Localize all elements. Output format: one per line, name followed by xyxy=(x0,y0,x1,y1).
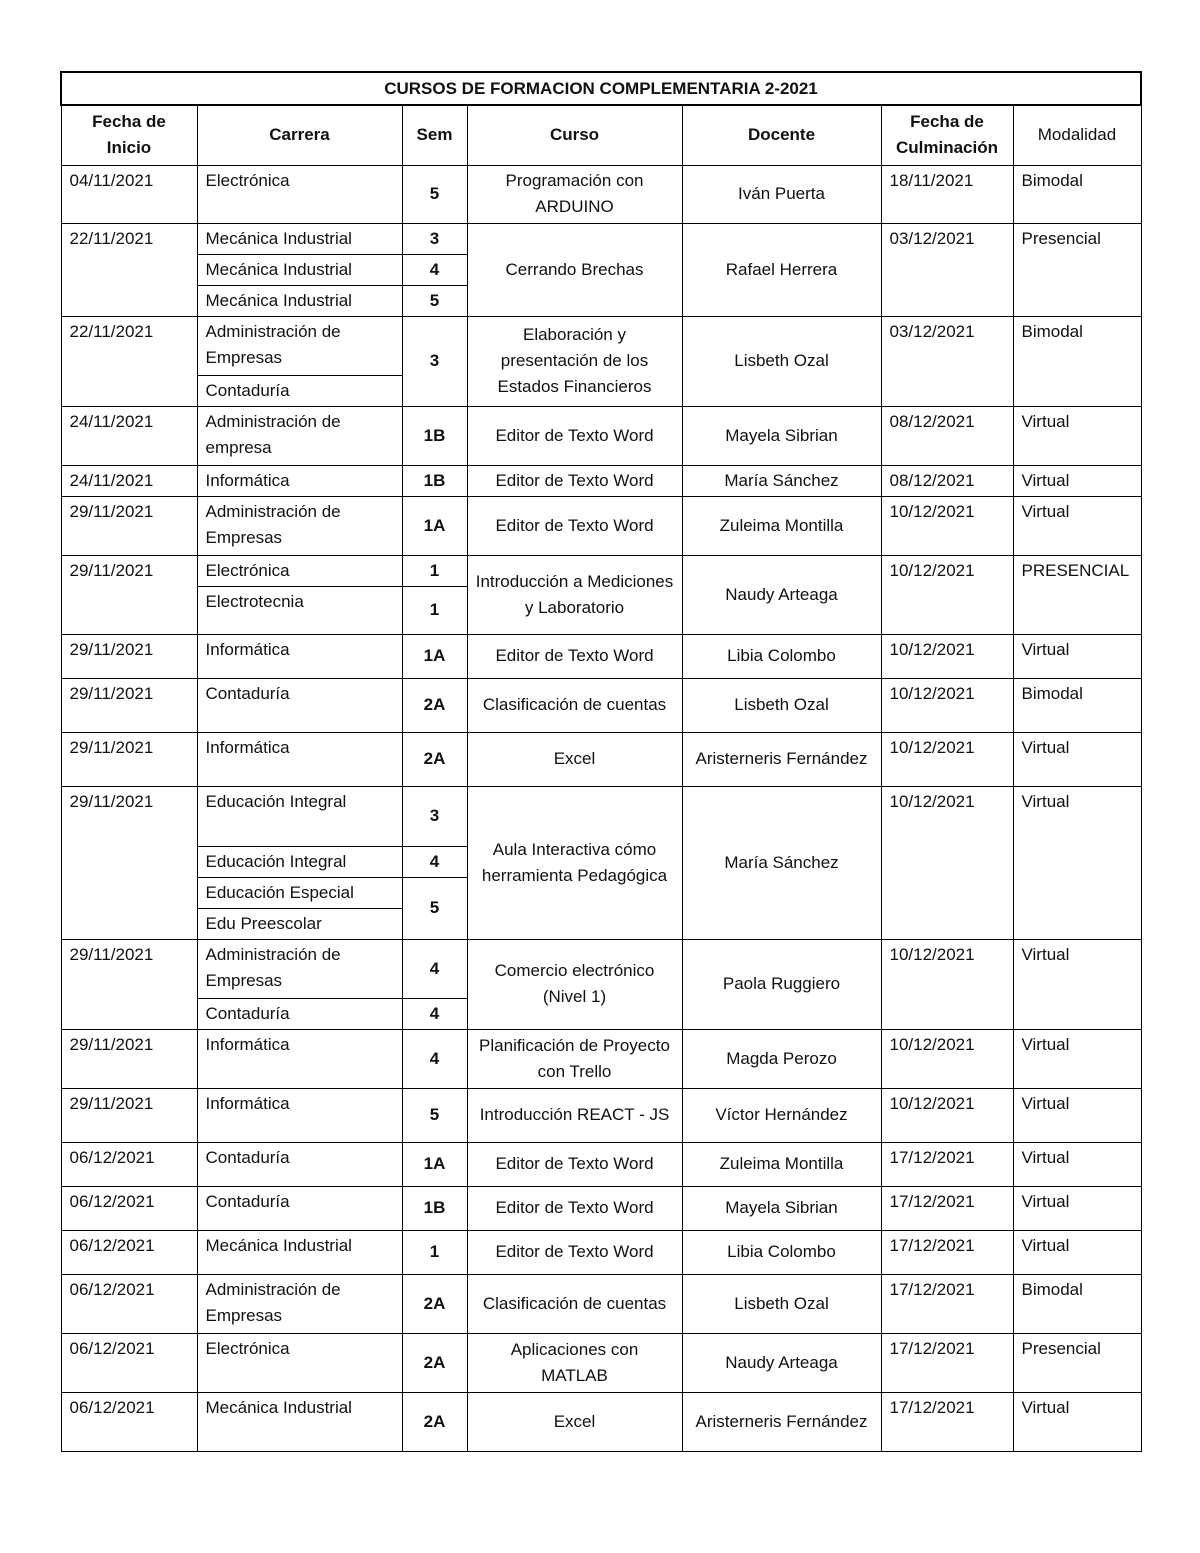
sem-cell: 2A xyxy=(402,1392,467,1451)
sem-cell: 4 xyxy=(402,846,467,877)
carrera-cell: Educación Especial xyxy=(197,877,402,908)
carrera-cell: Contaduría xyxy=(197,998,402,1029)
fecha-culminacion-cell: 17/12/2021 xyxy=(881,1230,1013,1274)
curso-cell: Comercio electrónico (Nivel 1) xyxy=(467,939,682,1029)
carrera-cell: Administración de Empresas xyxy=(197,496,402,555)
modalidad-cell: Virtual xyxy=(1013,496,1141,555)
fecha-culminacion-cell: 18/11/2021 xyxy=(881,165,1013,223)
fecha-inicio-cell: 29/11/2021 xyxy=(61,786,197,939)
table-row xyxy=(61,1142,1141,1186)
fecha-culminacion-cell: 10/12/2021 xyxy=(881,1029,1013,1088)
carrera-cell: Administración de empresa xyxy=(197,406,402,465)
fecha-inicio-cell: 24/11/2021 xyxy=(61,406,197,465)
modalidad-cell: Virtual xyxy=(1013,1392,1141,1451)
header-docente: Docente xyxy=(682,105,881,165)
table-row xyxy=(61,165,1141,223)
table-row xyxy=(61,1186,1141,1230)
docente-cell: Paola Ruggiero xyxy=(682,939,881,1029)
sem-cell: 5 xyxy=(402,285,467,316)
sem-cell: 4 xyxy=(402,939,467,998)
carrera-cell: Informática xyxy=(197,1088,402,1142)
carrera-cell: Mecánica Industrial xyxy=(197,223,402,254)
fecha-culminacion-cell: 17/12/2021 xyxy=(881,1333,1013,1392)
sem-cell: 4 xyxy=(402,1029,467,1088)
carrera-cell: Electrónica xyxy=(197,165,402,223)
table-row xyxy=(61,406,1141,465)
fecha-culminacion-cell: 10/12/2021 xyxy=(881,678,1013,732)
docente-cell: Rafael Herrera xyxy=(682,223,881,316)
fecha-culminacion-cell: 10/12/2021 xyxy=(881,786,1013,939)
table-row xyxy=(61,316,1141,375)
fecha-inicio-cell: 29/11/2021 xyxy=(61,1088,197,1142)
curso-cell: Editor de Texto Word xyxy=(467,465,682,496)
carrera-cell: Informática xyxy=(197,465,402,496)
fecha-inicio-cell: 22/11/2021 xyxy=(61,223,197,316)
carrera-cell: Educación Integral xyxy=(197,786,402,846)
curso-cell: Editor de Texto Word xyxy=(467,634,682,678)
docente-cell: Mayela Sibrian xyxy=(682,1186,881,1230)
modalidad-cell: Virtual xyxy=(1013,939,1141,1029)
carrera-cell: Contaduría xyxy=(197,375,402,406)
fecha-inicio-cell: 06/12/2021 xyxy=(61,1142,197,1186)
curso-cell: Editor de Texto Word xyxy=(467,1230,682,1274)
modalidad-cell: Virtual xyxy=(1013,1186,1141,1230)
courses-table xyxy=(60,71,1142,1452)
fecha-inicio-cell: 06/12/2021 xyxy=(61,1392,197,1451)
carrera-cell: Electrónica xyxy=(197,1333,402,1392)
fecha-inicio-cell: 29/11/2021 xyxy=(61,678,197,732)
curso-cell: Cerrando Brechas xyxy=(467,223,682,316)
curso-cell: Introducción a Mediciones y Laboratorio xyxy=(467,555,682,634)
fecha-culminacion-cell: 10/12/2021 xyxy=(881,939,1013,1029)
curso-cell: Excel xyxy=(467,1392,682,1451)
carrera-cell: Administración de Empresas xyxy=(197,316,402,375)
modalidad-cell: Virtual xyxy=(1013,465,1141,496)
fecha-inicio-cell: 04/11/2021 xyxy=(61,165,197,223)
modalidad-cell: Presencial xyxy=(1013,1333,1141,1392)
sem-cell: 4 xyxy=(402,254,467,285)
docente-cell: Mayela Sibrian xyxy=(682,406,881,465)
fecha-culminacion-cell: 03/12/2021 xyxy=(881,223,1013,316)
modalidad-cell: Bimodal xyxy=(1013,678,1141,732)
table-row xyxy=(61,465,1141,496)
modalidad-cell: Bimodal xyxy=(1013,1274,1141,1333)
fecha-inicio-cell: 22/11/2021 xyxy=(61,316,197,406)
sem-cell: 2A xyxy=(402,732,467,786)
modalidad-cell: Virtual xyxy=(1013,1142,1141,1186)
docente-cell: Lisbeth Ozal xyxy=(682,1274,881,1333)
carrera-cell: Informática xyxy=(197,634,402,678)
curso-cell: Programación con ARDUINO xyxy=(467,165,682,223)
docente-cell: Aristerneris Fernández xyxy=(682,732,881,786)
carrera-cell: Informática xyxy=(197,1029,402,1088)
docente-cell: Naudy Arteaga xyxy=(682,1333,881,1392)
modalidad-cell: Virtual xyxy=(1013,406,1141,465)
header-modalidad: Modalidad xyxy=(1013,105,1141,165)
fecha-inicio-cell: 29/11/2021 xyxy=(61,555,197,634)
docente-cell: Libia Colombo xyxy=(682,1230,881,1274)
carrera-cell: Mecánica Industrial xyxy=(197,254,402,285)
curso-cell: Introducción REACT - JS xyxy=(467,1088,682,1142)
carrera-cell: Contaduría xyxy=(197,1142,402,1186)
header-fecha-culminacion: Fecha de Culminación xyxy=(881,105,1013,165)
table-row xyxy=(61,678,1141,732)
sem-cell: 1B xyxy=(402,406,467,465)
fecha-culminacion-cell: 17/12/2021 xyxy=(881,1274,1013,1333)
table-row xyxy=(61,496,1141,555)
sem-cell: 1A xyxy=(402,634,467,678)
table-title: CURSOS DE FORMACION COMPLEMENTARIA 2-2021 xyxy=(61,72,1141,105)
fecha-culminacion-cell: 17/12/2021 xyxy=(881,1392,1013,1451)
sem-cell: 1 xyxy=(402,555,467,586)
header-sem: Sem xyxy=(402,105,467,165)
sem-cell: 4 xyxy=(402,998,467,1029)
carrera-cell: Educación Integral xyxy=(197,846,402,877)
modalidad-cell: Bimodal xyxy=(1013,165,1141,223)
carrera-cell: Electrotecnia xyxy=(197,586,402,634)
docente-cell: María Sánchez xyxy=(682,786,881,939)
modalidad-cell: PRESENCIAL xyxy=(1013,555,1141,634)
curso-cell: Clasificación de cuentas xyxy=(467,1274,682,1333)
fecha-culminacion-cell: 10/12/2021 xyxy=(881,496,1013,555)
curso-cell: Aplicaciones con MATLAB xyxy=(467,1333,682,1392)
modalidad-cell: Virtual xyxy=(1013,1088,1141,1142)
sem-cell: 1B xyxy=(402,1186,467,1230)
fecha-culminacion-cell: 03/12/2021 xyxy=(881,316,1013,406)
table-row xyxy=(61,555,1141,586)
carrera-cell: Administración de Empresas xyxy=(197,939,402,998)
table-row xyxy=(61,634,1141,678)
fecha-culminacion-cell: 10/12/2021 xyxy=(881,732,1013,786)
modalidad-cell: Presencial xyxy=(1013,223,1141,316)
table-row xyxy=(61,223,1141,254)
title-row xyxy=(61,72,1141,105)
table-row xyxy=(61,1029,1141,1088)
curso-cell: Excel xyxy=(467,732,682,786)
sem-cell: 3 xyxy=(402,316,467,406)
modalidad-cell: Virtual xyxy=(1013,1230,1141,1274)
fecha-inicio-cell: 29/11/2021 xyxy=(61,496,197,555)
curso-cell: Editor de Texto Word xyxy=(467,1186,682,1230)
table-row xyxy=(61,1088,1141,1142)
fecha-inicio-cell: 06/12/2021 xyxy=(61,1333,197,1392)
docente-cell: Lisbeth Ozal xyxy=(682,316,881,406)
fecha-culminacion-cell: 17/12/2021 xyxy=(881,1186,1013,1230)
carrera-cell: Informática xyxy=(197,732,402,786)
carrera-cell: Contaduría xyxy=(197,678,402,732)
sem-cell: 5 xyxy=(402,1088,467,1142)
sem-cell: 5 xyxy=(402,877,467,939)
sem-cell: 3 xyxy=(402,786,467,846)
docente-cell: Libia Colombo xyxy=(682,634,881,678)
table-row xyxy=(61,1392,1141,1451)
table-row xyxy=(61,732,1141,786)
docente-cell: Aristerneris Fernández xyxy=(682,1392,881,1451)
fecha-culminacion-cell: 10/12/2021 xyxy=(881,1088,1013,1142)
sem-cell: 1 xyxy=(402,1230,467,1274)
sem-cell: 1A xyxy=(402,496,467,555)
carrera-cell: Mecánica Industrial xyxy=(197,1230,402,1274)
sem-cell: 2A xyxy=(402,678,467,732)
header-row xyxy=(61,105,1141,165)
docente-cell: Iván Puerta xyxy=(682,165,881,223)
carrera-cell: Mecánica Industrial xyxy=(197,285,402,316)
table-row xyxy=(61,1333,1141,1392)
fecha-inicio-cell: 29/11/2021 xyxy=(61,732,197,786)
curso-cell: Elaboración y presentación de los Estados Financieros xyxy=(467,316,682,406)
docente-cell: Magda Perozo xyxy=(682,1029,881,1088)
curso-cell: Editor de Texto Word xyxy=(467,496,682,555)
curso-cell: Planificación de Proyecto con Trello xyxy=(467,1029,682,1088)
docente-cell: María Sánchez xyxy=(682,465,881,496)
fecha-inicio-cell: 29/11/2021 xyxy=(61,1029,197,1088)
modalidad-cell: Bimodal xyxy=(1013,316,1141,406)
docente-cell: Lisbeth Ozal xyxy=(682,678,881,732)
fecha-inicio-cell: 06/12/2021 xyxy=(61,1274,197,1333)
docente-cell: Zuleima Montilla xyxy=(682,1142,881,1186)
curso-cell: Editor de Texto Word xyxy=(467,1142,682,1186)
table-row xyxy=(61,786,1141,846)
modalidad-cell: Virtual xyxy=(1013,1029,1141,1088)
carrera-cell: Administración de Empresas xyxy=(197,1274,402,1333)
modalidad-cell: Virtual xyxy=(1013,634,1141,678)
fecha-culminacion-cell: 08/12/2021 xyxy=(881,406,1013,465)
sem-cell: 1 xyxy=(402,586,467,634)
fecha-inicio-cell: 29/11/2021 xyxy=(61,634,197,678)
carrera-cell: Contaduría xyxy=(197,1186,402,1230)
fecha-culminacion-cell: 10/12/2021 xyxy=(881,555,1013,634)
header-carrera: Carrera xyxy=(197,105,402,165)
sem-cell: 2A xyxy=(402,1333,467,1392)
curso-cell: Clasificación de cuentas xyxy=(467,678,682,732)
fecha-culminacion-cell: 08/12/2021 xyxy=(881,465,1013,496)
sem-cell: 2A xyxy=(402,1274,467,1333)
sem-cell: 1A xyxy=(402,1142,467,1186)
fecha-inicio-cell: 29/11/2021 xyxy=(61,939,197,1029)
sem-cell: 5 xyxy=(402,165,467,223)
sem-cell: 3 xyxy=(402,223,467,254)
table-row xyxy=(61,1230,1141,1274)
modalidad-cell: Virtual xyxy=(1013,732,1141,786)
fecha-inicio-cell: 06/12/2021 xyxy=(61,1186,197,1230)
carrera-cell: Edu Preescolar xyxy=(197,908,402,939)
docente-cell: Naudy Arteaga xyxy=(682,555,881,634)
table-row xyxy=(61,1274,1141,1333)
modalidad-cell: Virtual xyxy=(1013,786,1141,939)
sem-cell: 1B xyxy=(402,465,467,496)
fecha-culminacion-cell: 17/12/2021 xyxy=(881,1142,1013,1186)
docente-cell: Zuleima Montilla xyxy=(682,496,881,555)
table-row xyxy=(61,939,1141,998)
curso-cell: Aula Interactiva cómo herramienta Pedagógica xyxy=(467,786,682,939)
fecha-inicio-cell: 24/11/2021 xyxy=(61,465,197,496)
carrera-cell: Mecánica Industrial xyxy=(197,1392,402,1451)
fecha-inicio-cell: 06/12/2021 xyxy=(61,1230,197,1274)
curso-cell: Editor de Texto Word xyxy=(467,406,682,465)
carrera-cell: Electrónica xyxy=(197,555,402,586)
header-curso: Curso xyxy=(467,105,682,165)
docente-cell: Víctor Hernández xyxy=(682,1088,881,1142)
header-fecha-inicio: Fecha de Inicio xyxy=(61,105,197,165)
fecha-culminacion-cell: 10/12/2021 xyxy=(881,634,1013,678)
